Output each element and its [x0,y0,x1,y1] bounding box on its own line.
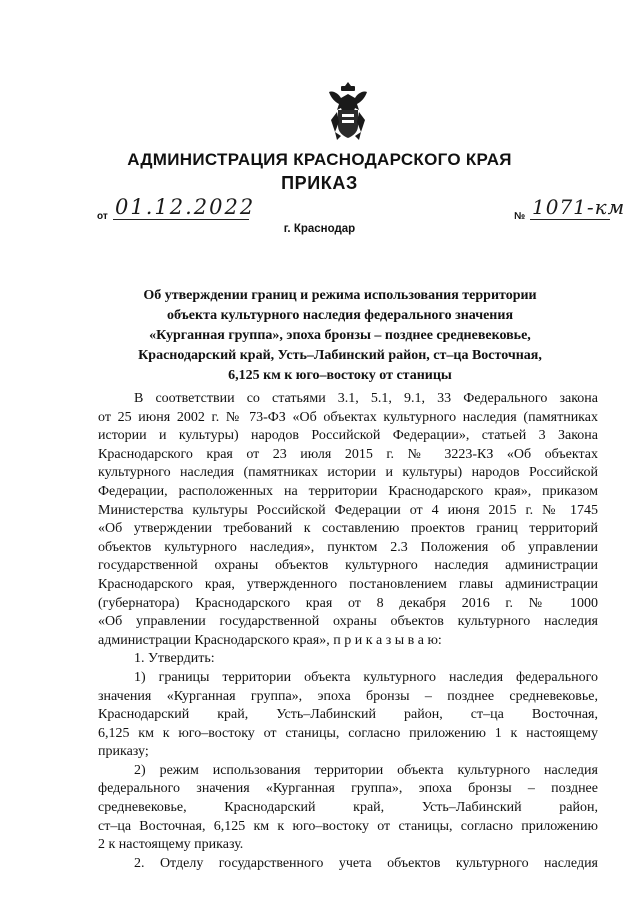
city: г. Краснодар [283,223,356,235]
body-line: от 25 июня 2002 г. № 73-ФЗ «Об объектах культурного наследия (памятниках [98,409,598,425]
document-body [98,390,598,873]
body-line: 2) режим использования территории объекта культурного наследия [134,762,598,778]
document-title [110,286,570,386]
handwritten-date: 01.12.2022 [115,195,256,219]
body-line: В соответствии со статьями 3.1, 5.1, 9.1, 33 Федерального закона [134,391,598,406]
title-line: 6,125 км к юго–востоку от станицы [228,368,452,383]
body-line: культурного наследия (памятниках истории и культуры) народов Российской [98,465,598,481]
body-line: средневековье, Краснодарский край, Усть–Лабинский район, [98,800,598,816]
body-line: истории и культуры) народов Российской Федерации», статьей 3 Закона [98,428,598,444]
document-type: ПРИКАЗ [281,173,358,193]
body-line: 2. Отделу государственного учета объектов культурного наследия [134,855,598,871]
number-underline [530,219,610,220]
title-line: объекта культурного наследия федерального значения [166,308,514,323]
date-label: от [97,211,108,222]
body-line: Краснодарский край, Усть–Лабинский район, ст–ца Восточная, [98,707,598,723]
body-line: Краснодарского края, утвержденного постановлением главы администрации [98,576,598,592]
handwritten-number: 1071-км [532,195,626,219]
title-line: «Курганная группа», эпоха бронзы – позднее средневековье, [149,328,531,343]
body-line: 1) границы территории объекта культурного наследия федерального [134,669,598,685]
body-line: Министерства культуры Российской Федерации от 4 июня 2015 г. № 1745 [98,502,598,518]
body-line: государственной охраны объектов культурного наследия администрации [98,558,598,574]
body-line: значения «Курганная группа», эпоха бронзы – позднее средневековье, [98,688,598,704]
body-line: Федерации, расположенных на территории Краснодарского края», приказом [98,483,598,499]
body-line: объектов культурного наследия», пунктом 2.3 Положения об управлении [98,539,598,555]
title-line: Об утверждении границ и режима использования территории [143,288,537,303]
body-line: 6,125 км к юго–востоку от станицы, согласно приложению 1 к настоящему [98,725,598,741]
body-line: приказу; [98,744,149,760]
body-line: Краснодарского края от 23 июля 2015 г. № 3223-КЗ «Об объектах [98,446,598,462]
organization-title: АДМИНИСТРАЦИЯ КРАСНОДАРСКОГО КРАЯ [127,150,512,169]
number-label: № [514,211,526,222]
body-line: «Об управлении государственной охраны объектов культурного наследия [98,614,598,630]
body-line: (губернатора) Краснодарского края от 8 декабря 2016 г. № 1000 [98,595,598,611]
body-line: федерального значения «Курганная группа», эпоха бронзы – позднее [98,781,598,797]
body-line: ст–ца Восточная, 6,125 км к юго–востоку от станицы, согласно приложению [98,818,598,834]
coat-of-arms-icon [323,80,373,142]
title-line: Краснодарский край, Усть–Лабинский район, ст–ца Восточная, [138,348,542,363]
body-line: «Об утверждении требований к составлению проектов границ территорий [98,521,598,537]
date-underline [113,219,249,220]
body-line: 1. Утвердить: [134,651,215,667]
body-line: администрации Краснодарского края», п р и к а з ы в а ю: [98,632,442,648]
body-line: 2 к настоящему приказу. [98,837,244,853]
